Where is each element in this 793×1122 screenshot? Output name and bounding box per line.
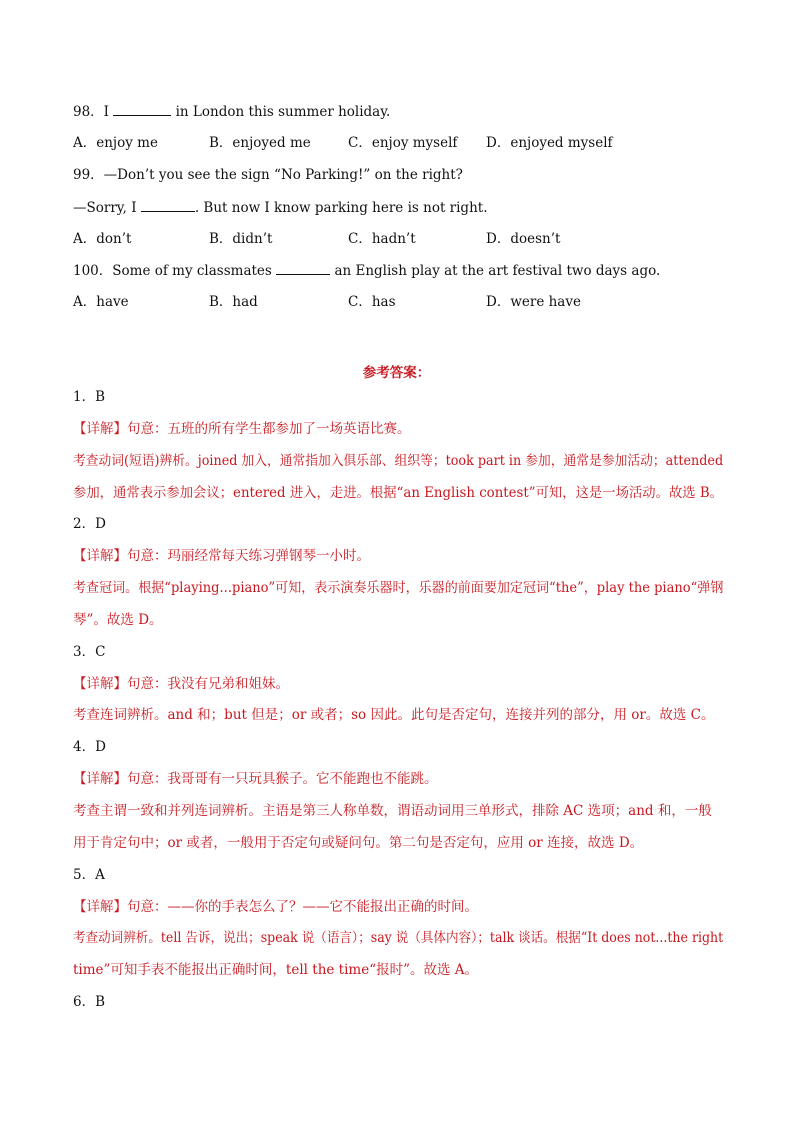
option-c: C．has xyxy=(348,294,396,310)
answer-explanation: 考查冠词。根据“playing...piano”可知，表示演奏乐器时，乐器的前面要加定冠词“the”，play the piano“弹钢 xyxy=(73,580,724,596)
question-100-options xyxy=(73,292,723,312)
option-a: A．have xyxy=(73,294,129,310)
option-b: B．enjoyed me xyxy=(209,135,311,151)
answer-blank xyxy=(141,197,195,212)
question-98-stem-end: in London this summer holiday. xyxy=(175,104,391,120)
option-b: B．didn’t xyxy=(209,231,273,247)
question-98-options xyxy=(73,133,723,153)
question-99-reply: —Sorry, I xyxy=(73,200,137,216)
answer-explanation: time”可知手表不能报出正确时间，tell the time“报时”。故选 A。 xyxy=(73,962,479,978)
answer-detail: 【详解】句意：——你的手表怎么了？——它不能报出正确的时间。 xyxy=(73,899,478,915)
answer-number: 1．B xyxy=(73,389,106,405)
answer-explanation: 琴”。故选 D。 xyxy=(73,612,163,628)
answer-number: 3．C xyxy=(73,644,106,660)
answer-explanation: 考查动词(短语)辨析。joined 加入，通常指加入俱乐部、组织等；took part in 参加，通常是参加活动；attended xyxy=(73,453,724,469)
question-100-stem: 100．Some of my classmates xyxy=(73,263,272,279)
option-a: A．enjoy me xyxy=(73,135,158,151)
question-98-stem: 98．I xyxy=(73,104,110,120)
option-c: C．hadn’t xyxy=(348,231,416,247)
answer-detail: 【详解】句意：我哥哥有一只玩具猴子。它不能跑也不能跳。 xyxy=(73,771,438,787)
question-99-stem: 99．—Don’t you see the sign “No Parking!” on the right? xyxy=(73,167,463,183)
question-99-line2 xyxy=(73,197,488,218)
option-c: C．enjoy myself xyxy=(348,135,458,151)
option-d: D．enjoyed myself xyxy=(486,135,613,151)
question-99-options xyxy=(73,229,723,249)
answer-blank xyxy=(276,260,330,275)
answer-number: 4．D xyxy=(73,739,106,755)
option-d: D．doesn’t xyxy=(486,231,561,247)
answer-number: 6．B xyxy=(73,994,106,1010)
answer-explanation: 考查动词辨析。tell 告诉，说出；speak 说（语言）；say 说（具体内容）；talk 谈话。根据“It does not...the right xyxy=(73,930,724,946)
answer-explanation: 考查主谓一致和并列连词辨析。主语是第三人称单数，谓语动词用三单形式，排除 AC 选项；and 和，一般 xyxy=(73,803,712,819)
option-b: B．had xyxy=(209,294,258,310)
answer-explanation: 考查连词辨析。and 和；but 但是；or 或者；so 因此。此句是否定句，连接并列的部分，用 or。故选 C。 xyxy=(73,707,715,723)
question-100-stem-end: an English play at the art festival two days ago. xyxy=(334,263,661,279)
option-d: D．were have xyxy=(486,294,581,310)
answer-detail: 【详解】句意：五班的所有学生都参加了一场英语比赛。 xyxy=(73,421,411,437)
option-a: A．don’t xyxy=(73,231,132,247)
question-99-reply-end: . But now I know parking here is not right. xyxy=(194,200,488,216)
answer-blank xyxy=(113,101,171,116)
answer-detail: 【详解】句意：玛丽经常每天练习弹钢琴一小时。 xyxy=(73,548,370,564)
question-99 xyxy=(73,165,463,185)
answer-number: 5．A xyxy=(73,867,105,883)
answer-detail: 【详解】句意：我没有兄弟和姐妹。 xyxy=(73,676,289,692)
question-100 xyxy=(73,260,660,281)
answers-title: 参考答案： xyxy=(362,365,431,381)
answer-explanation: 参加，通常表示参加会议；entered 进入，走进。根据“an English contest”可知，这是一场活动。故选 B。 xyxy=(73,485,724,501)
question-98 xyxy=(73,101,390,122)
answer-number: 2．D xyxy=(73,516,106,532)
answer-explanation: 用于肯定句中；or 或者，一般用于否定句或疑问句。第二句是否定句，应用 or 连接，故选 D。 xyxy=(73,835,644,851)
